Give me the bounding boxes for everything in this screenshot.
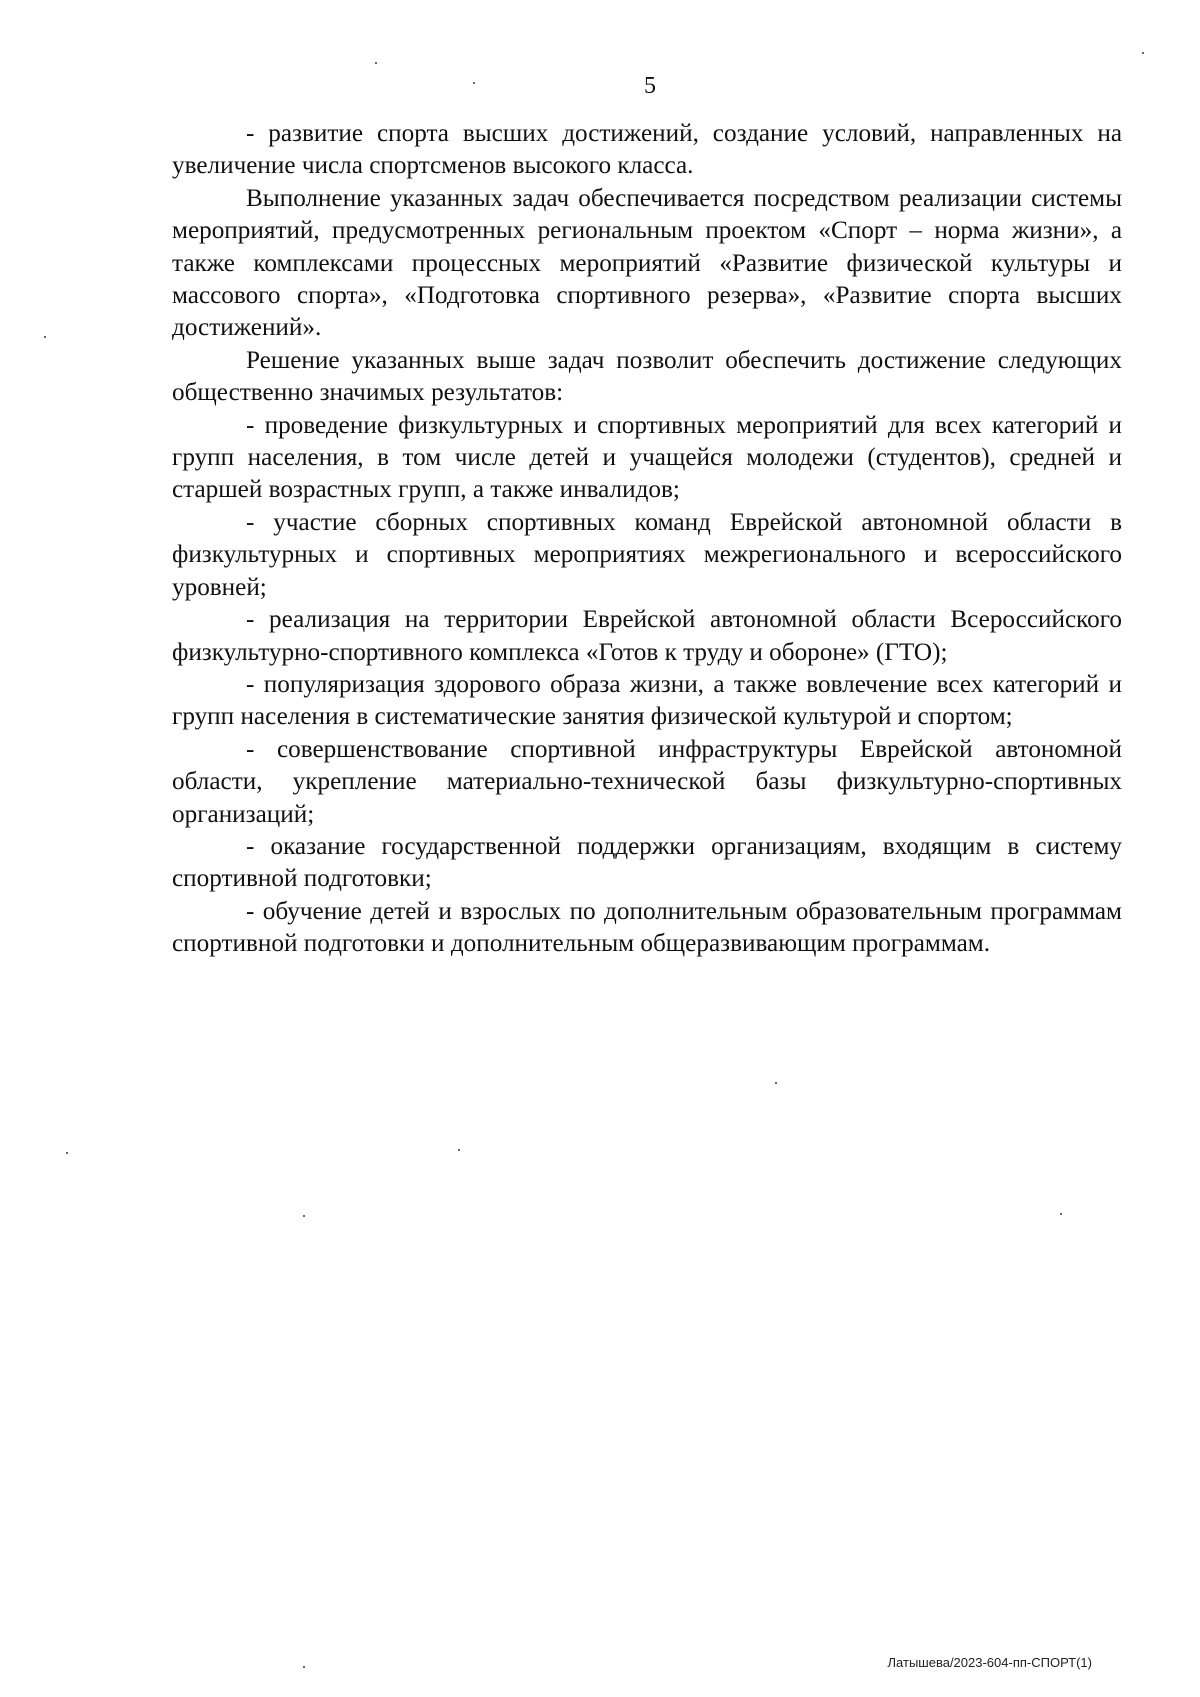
scan-speck (1142, 52, 1144, 54)
list-item-sport-events: - проведение физкультурных и спортивных мероприятий для всех категорий и групп населения, в том числе детей и учащейся молодежи (студентов), средней и старшей возрастных групп, а также инвалидов; (172, 411, 1122, 504)
paragraph-expected-results-intro: Решение указанных выше задач позволит обеспечить достижение следующих общественно значимых результатов: (172, 346, 1122, 407)
paragraph-task-implementation: Выполнение указанных задач обеспечивается посредством реализации системы мероприятий, предусмотренных региональным проектом «Спорт – норма жизни», а также комплексами процессных мероприятий «Развитие физической культуры и массового спорта», «Подготовка спортивного резерва», «Развитие спорта высших достижений». (172, 184, 1122, 342)
list-item-gto-complex: - реализация на территории Еврейской автономной области Всероссийского физкультурно-спортивного комплекса «Готов к труду и обороне» (ГТО); (172, 606, 1122, 666)
scan-speck (303, 1215, 305, 1217)
document-reference-footer: Латышева/2023-604-пп-СПОРТ(1) (887, 1655, 1092, 1670)
scan-speck (458, 1149, 460, 1151)
scan-speck (1060, 1213, 1062, 1215)
scan-speck (303, 1666, 305, 1668)
document-body (172, 118, 1122, 961)
scan-speck (44, 336, 46, 338)
list-item-infrastructure: - совершенствование спортивной инфраструктуры Еврейской автономной области, укрепление материально-технической базы физкультурно-спортивных организаций; (172, 735, 1122, 828)
list-item-healthy-lifestyle: - популяризация здорового образа жизни, а также вовлечение всех категорий и групп населения в систематические занятия физической культурой и спортом; (172, 670, 1122, 731)
page-number: 5 (644, 73, 656, 99)
list-item-state-support: - оказание государственной поддержки организациям, входящим в систему спортивной подготовки; (172, 832, 1122, 893)
scan-speck (775, 1082, 777, 1084)
scan-speck (473, 82, 475, 84)
scan-speck (375, 62, 377, 64)
list-item-education-programs: - обучение детей и взрослых по дополнительным образовательным программам спортивной подготовки и дополнительным общеразвивающим программам. (172, 897, 1122, 958)
scan-speck (66, 1152, 68, 1154)
paragraph-high-achievement-sport: - развитие спорта высших достижений, создание условий, направленных на увеличение числа спортсменов высокого класса. (172, 120, 1122, 180)
list-item-team-participation: - участие сборных спортивных команд Еврейской автономной области в физкультурных и спортивных мероприятиях межрегионального и всероссийского уровней; (172, 508, 1122, 601)
